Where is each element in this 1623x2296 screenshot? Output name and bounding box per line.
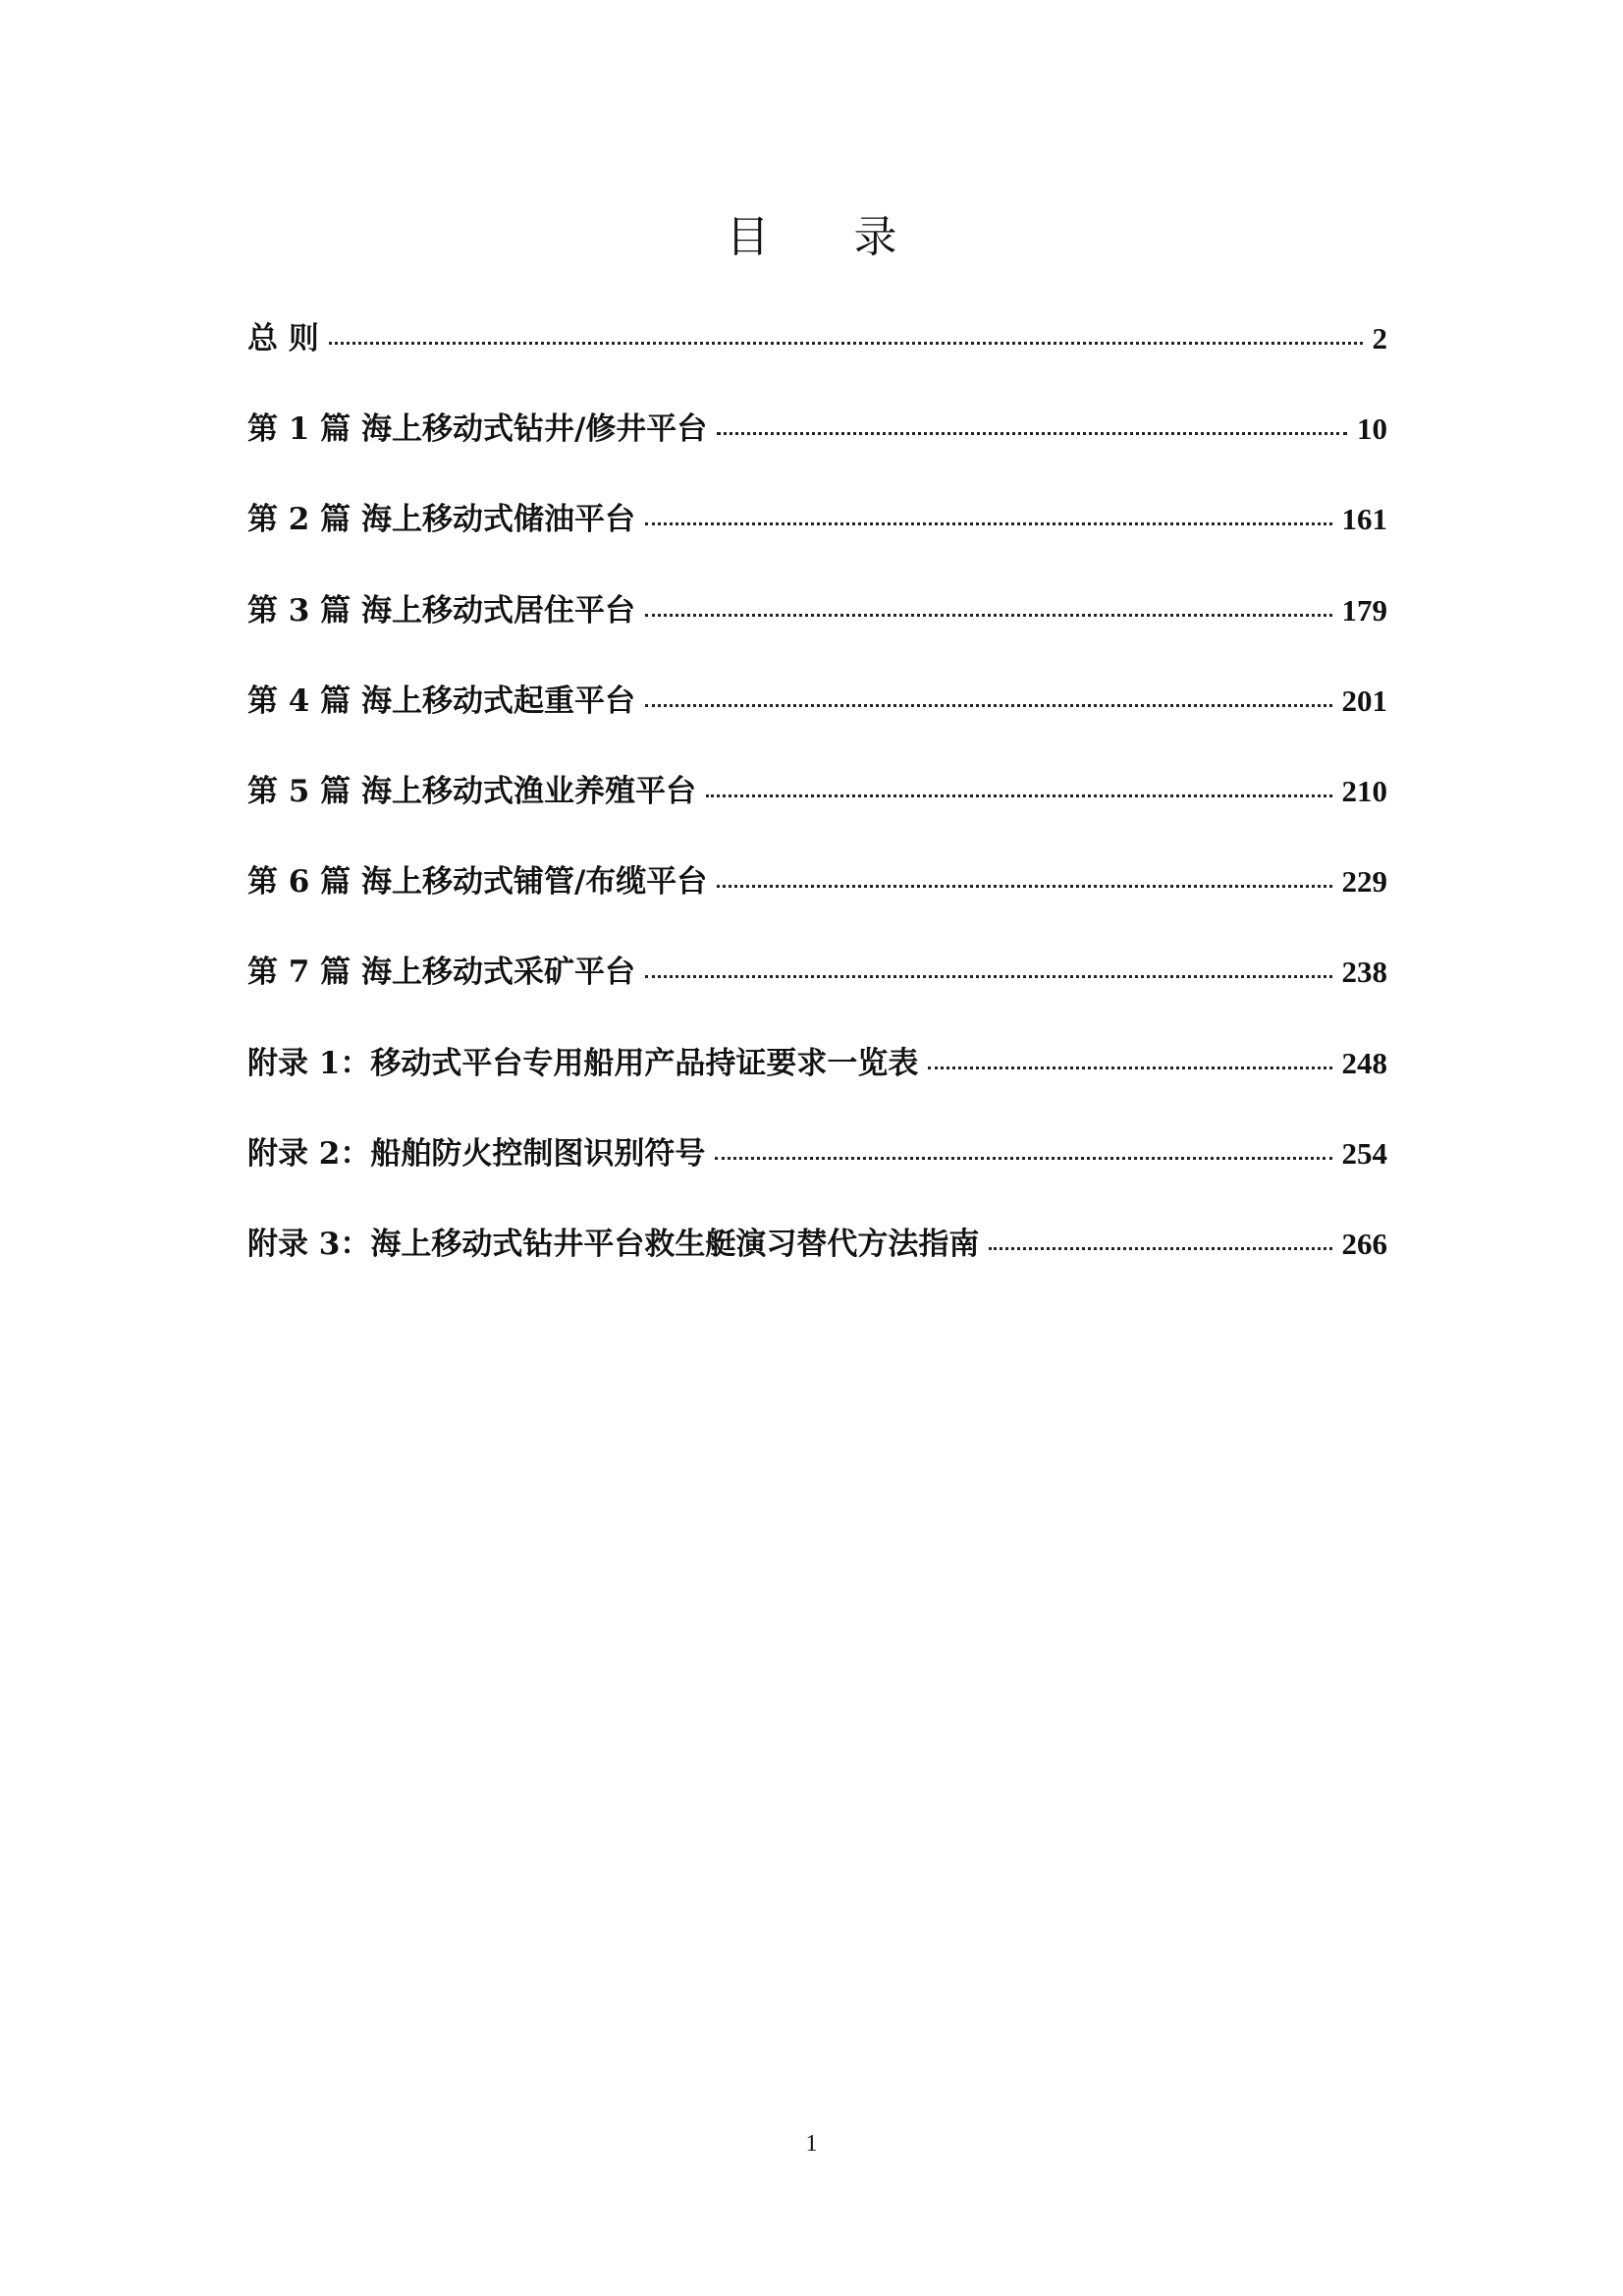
toc-entry-label: 总 则 — [247, 321, 319, 356]
toc-entry-page: 266 — [1341, 1226, 1387, 1261]
toc-entry[interactable] — [247, 319, 1387, 410]
toc-leader-dots — [329, 342, 1363, 345]
toc-entry-page: 2 — [1372, 321, 1387, 355]
toc-entry[interactable] — [247, 1044, 1387, 1134]
toc-leader-dots — [928, 1066, 1331, 1069]
toc-leader-dots — [645, 522, 1332, 525]
toc-title: 目 录 — [726, 212, 933, 262]
toc-leader-dots — [645, 975, 1332, 978]
toc-entry-page: 254 — [1341, 1135, 1387, 1171]
toc-entry[interactable] — [247, 500, 1387, 590]
toc-leader-dots — [717, 432, 1347, 435]
toc-entry-page: 161 — [1341, 502, 1387, 537]
toc-leader-dots — [645, 614, 1332, 617]
toc-entry-label: 第 6 篇 海上移动式铺管/布缆平台 — [247, 864, 708, 901]
toc-entry[interactable] — [247, 682, 1387, 772]
toc-entry-page: 10 — [1357, 411, 1387, 447]
toc-entry-page: 210 — [1341, 773, 1387, 808]
toc-entry[interactable] — [247, 1225, 1387, 1315]
page-number: 1 — [805, 2131, 818, 2157]
toc-entry-page: 238 — [1341, 955, 1387, 990]
toc-entry-label: 附录 1：移动式平台专用船用产品持证要求一览表 — [247, 1045, 919, 1081]
toc-entry-page: 201 — [1341, 683, 1387, 718]
toc-entry-page: 248 — [1341, 1045, 1387, 1080]
toc-entry-page: 229 — [1341, 864, 1387, 900]
toc-entry[interactable] — [247, 862, 1387, 953]
toc-entry[interactable] — [247, 772, 1387, 862]
toc-entry-label: 附录 3：海上移动式钻井平台救生艇演习替代方法指南 — [247, 1226, 980, 1262]
toc-entry-label: 第 4 篇 海上移动式起重平台 — [247, 683, 635, 719]
toc-entry-label: 第 5 篇 海上移动式渔业养殖平台 — [247, 773, 696, 809]
toc-leader-dots — [706, 794, 1332, 797]
toc-entry[interactable] — [247, 591, 1387, 682]
toc-leader-dots — [717, 885, 1331, 888]
toc-entry-label: 第 3 篇 海上移动式居住平台 — [247, 592, 635, 629]
toc-entry[interactable] — [247, 1134, 1387, 1225]
toc-entry[interactable] — [247, 410, 1387, 500]
toc-entry-page: 179 — [1341, 592, 1387, 628]
toc-entry[interactable] — [247, 953, 1387, 1043]
toc-leader-dots — [989, 1247, 1331, 1250]
toc-entry-label: 第 2 篇 海上移动式储油平台 — [247, 502, 635, 538]
toc-entry-label: 第 7 篇 海上移动式采矿平台 — [247, 955, 635, 991]
toc-list — [247, 319, 1387, 1315]
toc-leader-dots — [715, 1157, 1331, 1160]
toc-entry-label: 第 1 篇 海上移动式钻井/修井平台 — [247, 411, 708, 448]
toc-leader-dots — [645, 704, 1332, 707]
toc-entry-label: 附录 2：船舶防火控制图识别符号 — [247, 1135, 706, 1172]
